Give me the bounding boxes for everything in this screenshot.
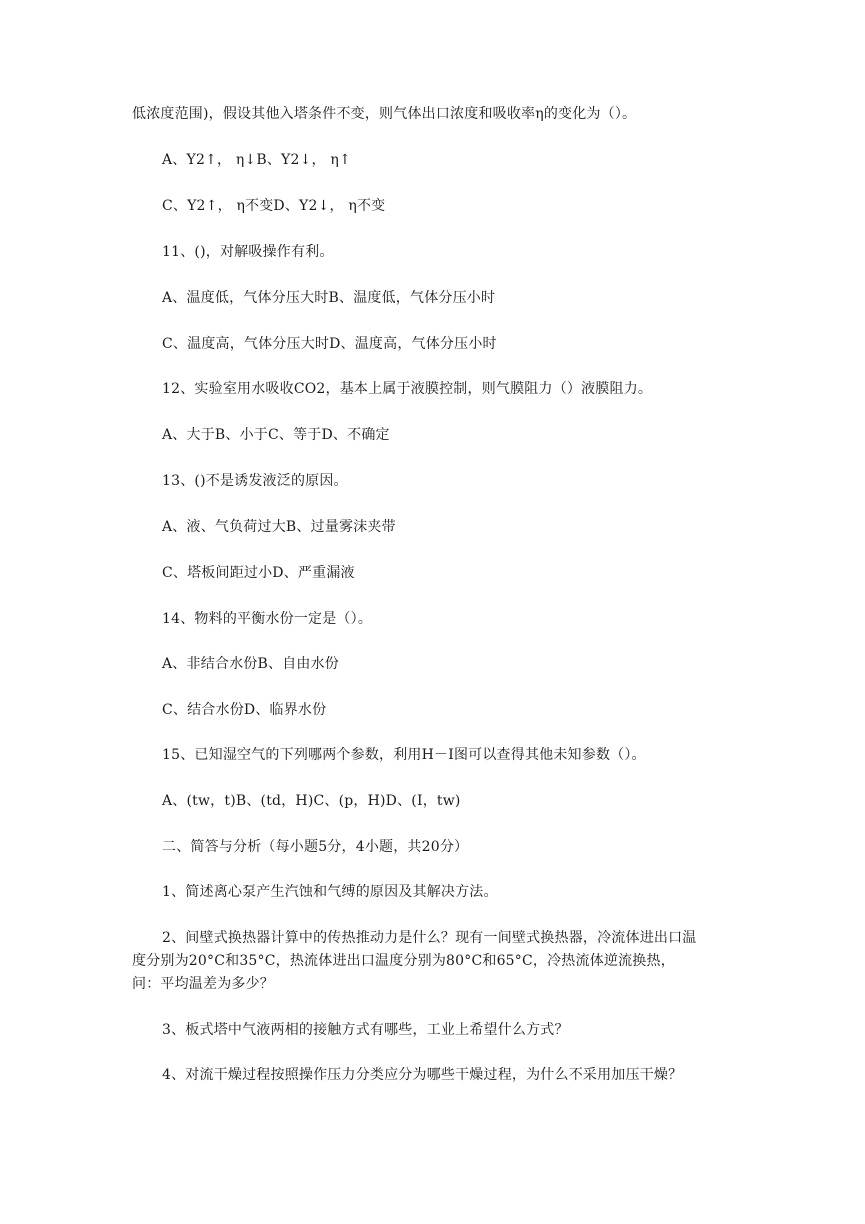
short-answer-1: 1、简述离心泵产生汽蚀和气缚的原因及其解决方法。 (162, 884, 498, 900)
question-13: 13、()不是诱发液泛的原因。 (162, 473, 348, 489)
short-answer-2-line3: 问：平均温差为多少？ (132, 976, 274, 992)
q11-options-ab: A、温度低，气体分压大时B、温度低，气体分压小时 (162, 290, 496, 306)
q12-options: A、大于B、小于C、等于D、不确定 (162, 427, 390, 443)
short-answer-4: 4、对流干燥过程按照操作压力分类应分为哪些干燥过程，为什么不采用加压干燥？ (162, 1067, 683, 1083)
q13-options-cd: C、塔板间距过小D、严重漏液 (162, 565, 355, 581)
section-heading-short-answer: 二、简答与分析（每小题5分，4小题，共20分） (162, 839, 469, 855)
question-15: 15、已知湿空气的下列哪两个参数，利用H－I图可以查得其他未知参数（）。 (162, 747, 646, 763)
short-answer-2-line1: 2、间壁式换热器计算中的传热推动力是什么？现有一间壁式换热器，冷流体进出口温 (162, 930, 697, 946)
q14-options-ab: A、非结合水份B、自由水份 (162, 656, 339, 672)
q11-options-cd: C、温度高，气体分压大时D、温度高，气体分压小时 (162, 336, 497, 352)
text-line-continuation: 低浓度范围)，假设其他入塔条件不变，则气体出口浓度和吸收率η的变化为（）。 (132, 106, 637, 122)
q13-options-ab: A、液、气负荷过大B、过量雾沫夹带 (162, 519, 396, 535)
question-12: 12、实验室用水吸收CO2，基本上属于液膜控制，则气膜阻力（）液膜阻力。 (162, 381, 653, 397)
q15-options: A、(tw，t)B、(td，H)C、(p，H)D、(I，tw) (162, 793, 461, 809)
q14-options-cd: C、结合水份D、临界水份 (162, 702, 327, 718)
q10-options-cd: C、Y2↑， η不变D、Y2↓， η不变 (162, 198, 386, 214)
short-answer-3: 3、板式塔中气液两相的接触方式有哪些，工业上希望什么方式？ (162, 1022, 569, 1038)
question-11: 11、()，对解吸操作有利。 (162, 244, 334, 260)
question-14: 14、物料的平衡水份一定是（）。 (162, 611, 373, 627)
q10-options-ab: A、Y2↑， η↓B、Y2↓， η↑ (162, 152, 351, 168)
short-answer-2-line2: 度分别为20°C和35°C，热流体进出口温度分别为80°C和65°C，冷热流体逆流换热， (132, 953, 675, 969)
